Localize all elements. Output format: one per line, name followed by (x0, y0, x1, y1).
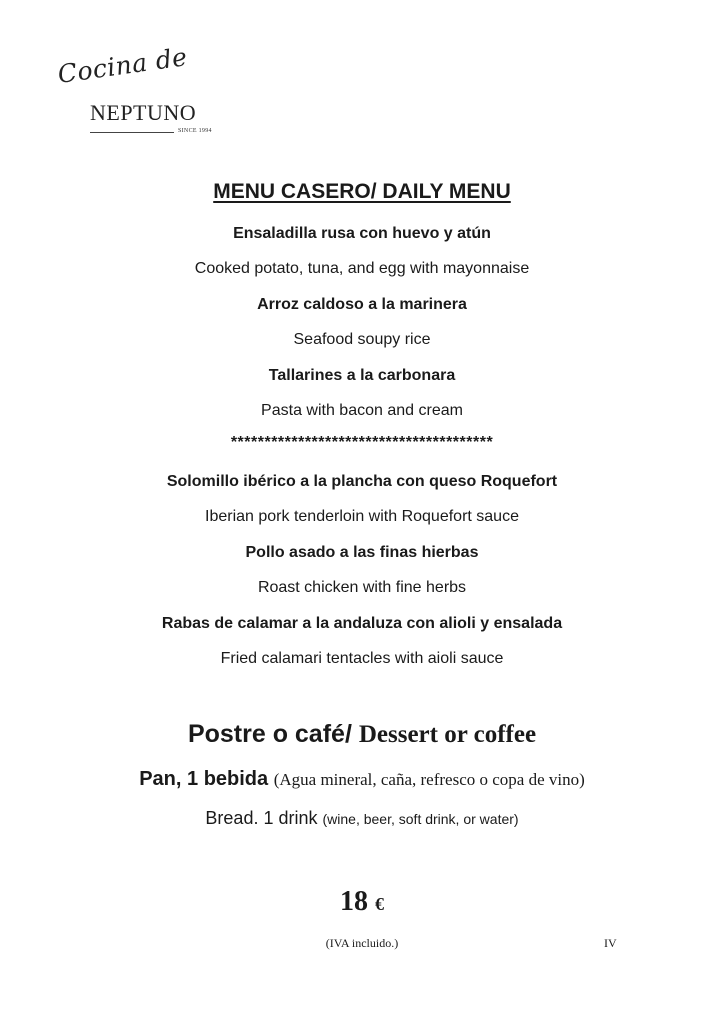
includes-es-main: Pan, 1 bebida (139, 768, 269, 790)
logo-divider (90, 132, 174, 133)
logo-since: SINCE 1994 (178, 128, 212, 134)
includes-es-detail: (Agua mineral, caña, refresco o copa de vino) (273, 770, 585, 789)
dish-description: Fried calamari tentacles with aioli sauce (220, 650, 504, 667)
dish-name: Rabas de calamar a la andaluza con alioli y ensalada (161, 615, 563, 632)
includes-spanish (0, 768, 724, 791)
dessert-es: Postre o café/ (187, 720, 352, 748)
includes-en-main: Bread. 1 drink (205, 808, 318, 828)
dessert-heading (0, 720, 724, 749)
dish-description: Cooked potato, tuna, and egg with mayonnaise (194, 260, 530, 277)
logo-name: NEPTUNO (90, 100, 197, 125)
menu-price (0, 886, 724, 918)
restaurant-logo (55, 42, 220, 140)
includes-english (0, 808, 724, 829)
dish-name: Pollo asado a las finas hierbas (245, 544, 479, 561)
dish-name: Arroz caldoso a la marinera (257, 296, 467, 313)
tax-note: (IVA incluido.) (325, 936, 399, 950)
dish-description: Seafood soupy rice (293, 331, 431, 348)
dish-name: Tallarines a la carbonara (268, 367, 456, 384)
dish-name: Solomillo ibérico a la plancha con queso Roquefort (166, 473, 558, 490)
logo-script-text: Cocina de (55, 42, 190, 89)
dessert-en: Dessert or coffee (358, 721, 537, 748)
course-separator: *************************************** (230, 434, 494, 451)
includes-en-detail: (wine, beer, soft drink, or water) (322, 811, 519, 827)
price-amount: 18 (340, 886, 368, 917)
dish-name: Ensaladilla rusa con huevo y atún (233, 225, 491, 242)
dish-description: Roast chicken with fine herbs (257, 579, 467, 596)
dish-description: Pasta with bacon and cream (261, 402, 463, 419)
dish-description: Iberian pork tenderloin with Roquefort sauce (205, 508, 519, 525)
page-number: IV (604, 936, 617, 950)
price-currency: € (375, 894, 384, 914)
menu-title: MENU CASERO/ DAILY MENU (213, 180, 511, 203)
